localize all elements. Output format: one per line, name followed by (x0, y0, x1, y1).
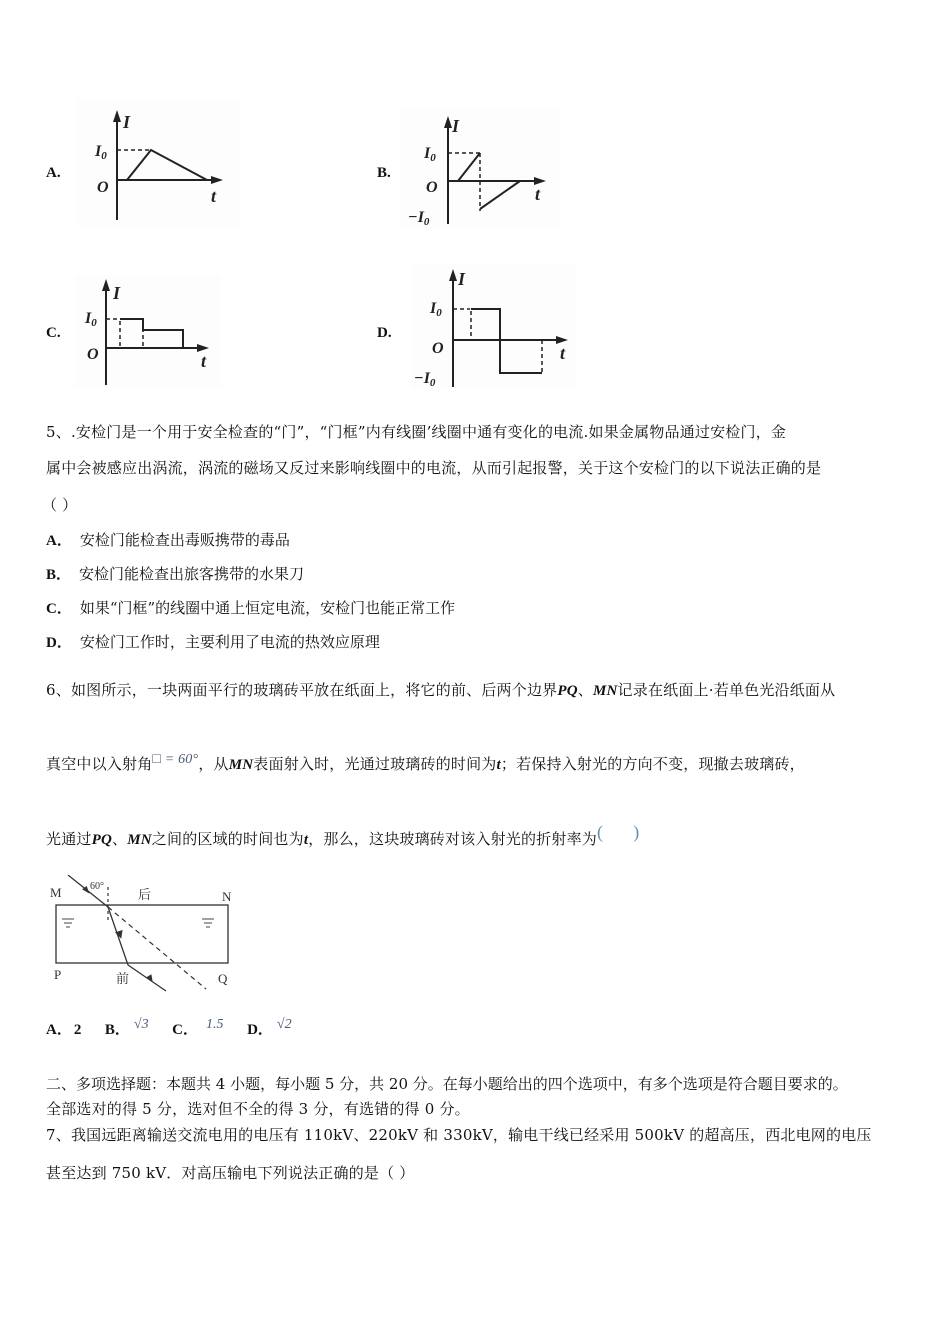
q6-text: 6、如图所示，一块两面平行的玻璃砖平放在纸面上，将它的前、后两个边界 (46, 681, 558, 699)
q5-choice-b-text: 安检门能检查出旅客携带的水果刀 (79, 565, 305, 583)
q6-choice-a[interactable] (46, 1020, 81, 1038)
back-edge-label: 后 (138, 887, 152, 902)
q5-choice-d-text: 安检门工作时，主要利用了电流的热效应原理 (79, 633, 380, 651)
label-t: t (303, 832, 309, 848)
option-d-label: D. (377, 325, 392, 341)
option-a-label: A. (46, 165, 61, 181)
svg-text:I0: I0 (430, 300, 442, 319)
svg-text:t: t (201, 351, 207, 371)
q6-choice-d-label: D． (247, 1022, 273, 1038)
point-n-label: N (222, 889, 232, 904)
q6-text: 记录在纸面上·若单色光沿纸面从 (617, 681, 836, 699)
q6-choice-d-value: √2 (276, 1017, 292, 1032)
q5-choice-a-label: A． (46, 533, 72, 549)
q6-text: 光通过 (46, 830, 92, 848)
q6-text: 、 (577, 681, 593, 699)
point-q-label: Q (218, 971, 228, 986)
svg-text:I0: I0 (424, 145, 436, 164)
q6-text-line-3 (46, 822, 640, 849)
q6-choice-d[interactable] (247, 1017, 292, 1038)
q7-text-line-1: 7、我国远距离输送交流电用的电压有 110kV、220kV 和 330kV，输电干线已经采用 500kV 的超高压，西北电网的电压 (46, 1126, 872, 1144)
label-mn: MN (228, 757, 254, 773)
section-2-instructions-line-1: 二、多项选择题：本题共 4 小题，每小题 5 分，共 20 分。在每小题给出的四个选项中，有多个选项是符合题目要求的。 (46, 1075, 848, 1093)
q6-choice-c-value: 1.5 (206, 1017, 224, 1032)
option-c-label: C. (46, 325, 61, 341)
label-t: t (496, 757, 501, 773)
q6-text: ；若保持入射光的方向不变，现撤去玻璃砖， (500, 755, 805, 773)
q6-choice-a-label: A． (46, 1022, 72, 1038)
answer-paren-right: ) (633, 822, 640, 842)
q6-choice-b-label: B． (104, 1022, 130, 1038)
q6-text-line-1 (46, 679, 835, 700)
q6-text: 之间的区域的时间也为 (151, 830, 304, 848)
q6-text-line-2 (46, 753, 805, 774)
svg-text:t: t (560, 343, 566, 363)
answer-paren-left: ( (597, 822, 604, 842)
point-m-label: M (50, 885, 62, 900)
q6-text: 、 (112, 830, 128, 848)
svg-text:I0: I0 (95, 143, 107, 162)
svg-text:I: I (458, 269, 466, 289)
label-mn: MN (592, 683, 618, 699)
svg-text:I: I (113, 283, 121, 303)
svg-text:I: I (123, 112, 131, 132)
q5-choice-b[interactable] (46, 563, 304, 584)
graph-option-b (400, 110, 560, 228)
point-p-label: P (54, 967, 62, 982)
q5-choice-a-text: 安检门能检查出毒贩携带的毒品 (79, 531, 290, 549)
q5-choice-a[interactable] (46, 529, 290, 550)
refraction-diagram (46, 875, 236, 993)
q6-text: ，从 (198, 755, 229, 773)
option-b-label: B. (377, 165, 391, 181)
q5-choice-d-label: D． (46, 635, 72, 651)
svg-text:I: I (452, 116, 460, 136)
label-mn: MN (127, 832, 152, 848)
current-time-graph-a (75, 98, 241, 226)
label-pq: PQ (91, 832, 113, 848)
q6-choice-c[interactable] (172, 1017, 224, 1038)
current-time-graph-d (412, 265, 577, 388)
incidence-angle-formula: □ = 60° (152, 752, 199, 767)
q6-choices (46, 1018, 292, 1039)
q5-choice-c-text: 如果“门框”的线圈中通上恒定电流，安检门也能正常工作 (79, 599, 456, 617)
graph-option-d (412, 265, 577, 388)
current-time-graph-c (75, 275, 221, 387)
glass-block-figure (46, 875, 236, 993)
q5-text-line-2: 属中会被感应出涡流，涡流的磁场又反过来影响线圈中的电流，从而引起报警，关于这个安检门的以下说法正确的是 (46, 459, 822, 477)
section-2-instructions-line-2: 全部选对的得 5 分，选对但不全的得 3 分，有选错的得 0 分。 (46, 1100, 470, 1118)
q5-choice-c[interactable] (46, 597, 455, 618)
angle-label: 60° (90, 881, 104, 892)
q5-choice-c-label: C． (46, 601, 72, 617)
svg-text:O: O (426, 179, 438, 196)
q6-choice-b-value: √3 (133, 1017, 149, 1032)
svg-text:O: O (97, 179, 109, 196)
q6-text: ，那么，这块玻璃砖对该入射光的折射率为 (308, 830, 597, 848)
q6-choice-b[interactable] (104, 1017, 149, 1038)
svg-text:−I0: −I0 (408, 209, 430, 228)
q5-answer-blank: （ ） (42, 496, 78, 514)
graph-option-c (75, 275, 221, 387)
q6-text: 表面射入时，光通过玻璃砖的时间为 (253, 755, 497, 773)
svg-text:−I0: −I0 (414, 370, 436, 388)
q7-text-line-2: 甚至达到 750 kV．对高压输电下列说法正确的是（ ） (46, 1164, 415, 1182)
q6-choice-c-label: C． (172, 1022, 199, 1038)
svg-text:I0: I0 (85, 310, 97, 329)
current-time-graph-b (400, 110, 560, 228)
front-edge-label: 前 (116, 971, 130, 986)
q6-text: 真空中以入射角 (46, 755, 153, 773)
q5-choice-d[interactable] (46, 631, 380, 652)
svg-text:t: t (535, 184, 541, 204)
graph-option-a (75, 98, 241, 226)
q5-choice-b-label: B． (46, 567, 72, 583)
svg-text:O: O (432, 340, 444, 357)
q6-choice-a-value: 2 (73, 1022, 82, 1038)
svg-text:O: O (87, 346, 99, 363)
svg-text:t: t (211, 186, 217, 206)
label-pq: PQ (557, 683, 578, 699)
q5-text-line-1: 5、.安检门是一个用于安全检查的“门”，“门框”内有线圈’线圈中通有变化的电流.如果金属物品通过安检门，金 (46, 423, 787, 441)
